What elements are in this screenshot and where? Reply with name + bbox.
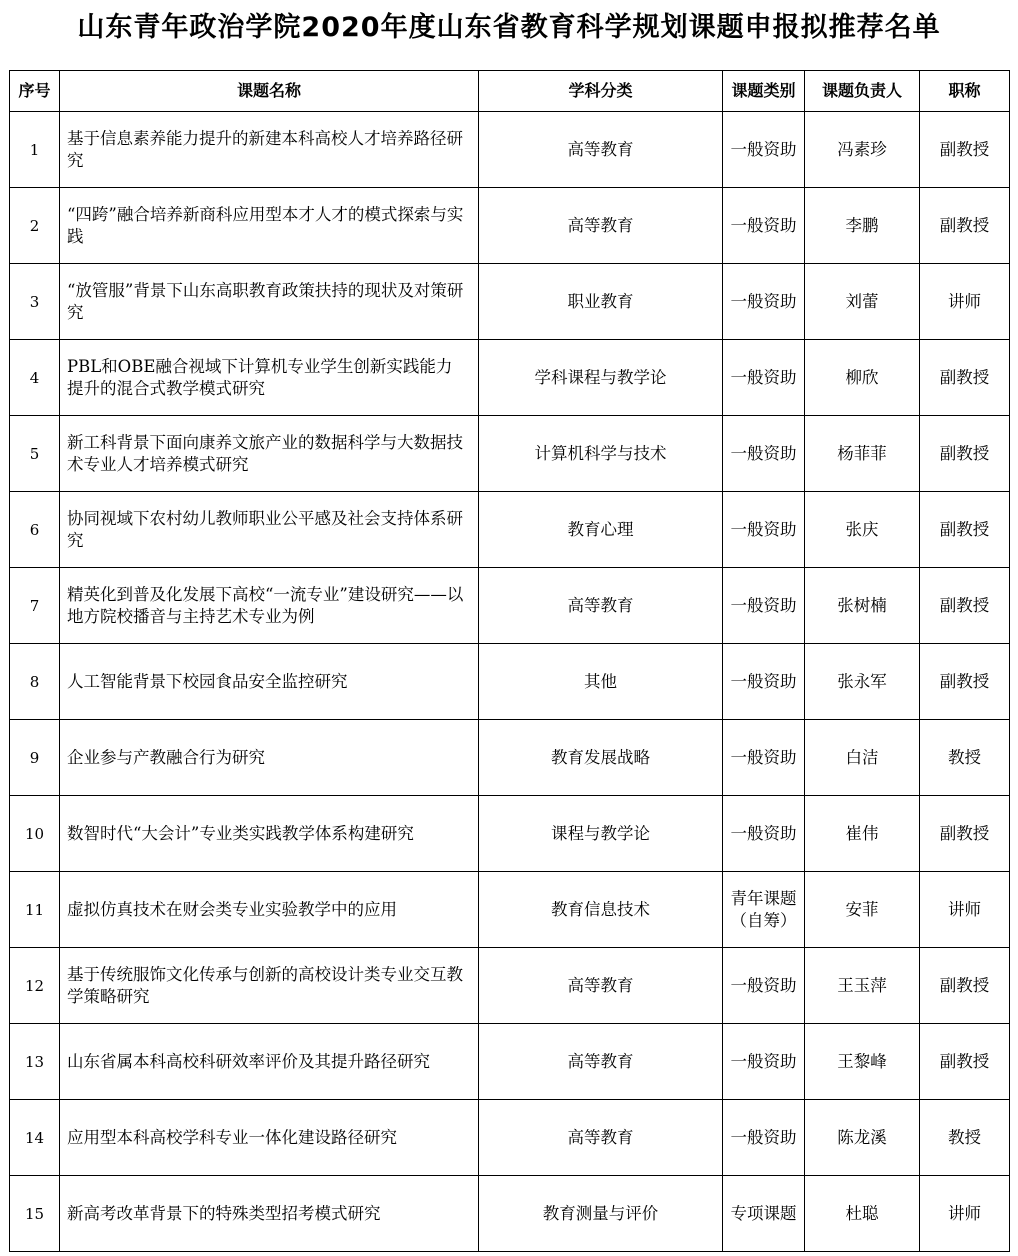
cell-leader: 杨菲菲: [805, 416, 920, 492]
cell-topic: 新工科背景下面向康养文旅产业的数据科学与大数据技术专业人才培养模式研究: [60, 416, 479, 492]
cell-topic: 虚拟仿真技术在财会类专业实验教学中的应用: [60, 872, 479, 948]
table-row: [10, 188, 1010, 264]
cell-seq: 9: [10, 720, 60, 796]
recommendation-table: [9, 70, 1010, 1252]
table-row: [10, 1024, 1010, 1100]
cell-seq: 3: [10, 264, 60, 340]
cell-seq: 7: [10, 568, 60, 644]
header-leader: 课题负责人: [805, 71, 920, 112]
cell-discipline: 职业教育: [479, 264, 723, 340]
cell-rank: 副教授: [920, 568, 1010, 644]
cell-leader: 崔伟: [805, 796, 920, 872]
table-row: [10, 720, 1010, 796]
cell-rank: 副教授: [920, 644, 1010, 720]
cell-seq: 14: [10, 1100, 60, 1176]
cell-rank: 副教授: [920, 340, 1010, 416]
cell-topic: “放管服”背景下山东高职教育政策扶持的现状及对策研究: [60, 264, 479, 340]
header-topic: 课题名称: [60, 71, 479, 112]
cell-discipline: 课程与教学论: [479, 796, 723, 872]
cell-category: 一般资助: [723, 188, 805, 264]
table-body: [10, 112, 1010, 1252]
cell-category: 一般资助: [723, 112, 805, 188]
cell-topic: 基于传统服饰文化传承与创新的高校设计类专业交互教学策略研究: [60, 948, 479, 1024]
header-category: 课题类别: [723, 71, 805, 112]
header-seq: 序号: [10, 71, 60, 112]
table-row: [10, 416, 1010, 492]
cell-leader: 杜聪: [805, 1176, 920, 1252]
cell-category: 一般资助: [723, 1100, 805, 1176]
cell-discipline: 高等教育: [479, 568, 723, 644]
cell-rank: 副教授: [920, 112, 1010, 188]
cell-rank: 讲师: [920, 264, 1010, 340]
table-row: [10, 112, 1010, 188]
table-row: [10, 1176, 1010, 1252]
cell-category: 一般资助: [723, 644, 805, 720]
cell-category: 青年课题（自筹）: [723, 872, 805, 948]
cell-topic: PBL和OBE融合视域下计算机专业学生创新实践能力提升的混合式教学模式研究: [60, 340, 479, 416]
cell-discipline: 教育信息技术: [479, 872, 723, 948]
cell-leader: 王黎峰: [805, 1024, 920, 1100]
cell-leader: 张永军: [805, 644, 920, 720]
cell-topic: 协同视域下农村幼儿教师职业公平感及社会支持体系研究: [60, 492, 479, 568]
cell-seq: 12: [10, 948, 60, 1024]
cell-category: 一般资助: [723, 264, 805, 340]
cell-leader: 陈龙溪: [805, 1100, 920, 1176]
cell-seq: 5: [10, 416, 60, 492]
cell-seq: 11: [10, 872, 60, 948]
cell-seq: 2: [10, 188, 60, 264]
cell-leader: 王玉萍: [805, 948, 920, 1024]
cell-topic: “四跨”融合培养新商科应用型本才人才的模式探索与实践: [60, 188, 479, 264]
cell-leader: 张树楠: [805, 568, 920, 644]
cell-rank: 副教授: [920, 492, 1010, 568]
cell-category: 专项课题: [723, 1176, 805, 1252]
cell-category: 一般资助: [723, 948, 805, 1024]
cell-topic: 企业参与产教融合行为研究: [60, 720, 479, 796]
cell-leader: 安菲: [805, 872, 920, 948]
header-row: [10, 71, 1010, 112]
cell-category: 一般资助: [723, 568, 805, 644]
cell-discipline: 高等教育: [479, 1024, 723, 1100]
cell-seq: 10: [10, 796, 60, 872]
cell-seq: 1: [10, 112, 60, 188]
cell-discipline: 其他: [479, 644, 723, 720]
cell-discipline: 计算机科学与技术: [479, 416, 723, 492]
cell-discipline: 学科课程与教学论: [479, 340, 723, 416]
cell-discipline: 高等教育: [479, 112, 723, 188]
cell-leader: 张庆: [805, 492, 920, 568]
table-header: [10, 71, 1010, 112]
cell-category: 一般资助: [723, 796, 805, 872]
cell-category: 一般资助: [723, 720, 805, 796]
cell-rank: 讲师: [920, 1176, 1010, 1252]
cell-seq: 6: [10, 492, 60, 568]
cell-rank: 副教授: [920, 796, 1010, 872]
cell-rank: 副教授: [920, 416, 1010, 492]
cell-seq: 13: [10, 1024, 60, 1100]
cell-rank: 副教授: [920, 188, 1010, 264]
table-row: [10, 492, 1010, 568]
document-title: 山东青年政治学院2020年度山东省教育科学规划课题申报拟推荐名单: [77, 12, 941, 43]
cell-discipline: 高等教育: [479, 1100, 723, 1176]
cell-rank: 副教授: [920, 948, 1010, 1024]
cell-category: 一般资助: [723, 1024, 805, 1100]
cell-discipline: 教育心理: [479, 492, 723, 568]
cell-category: 一般资助: [723, 492, 805, 568]
cell-leader: 刘蕾: [805, 264, 920, 340]
cell-rank: 教授: [920, 1100, 1010, 1176]
cell-rank: 教授: [920, 720, 1010, 796]
cell-seq: 4: [10, 340, 60, 416]
cell-discipline: 教育发展战略: [479, 720, 723, 796]
cell-topic: 新高考改革背景下的特殊类型招考模式研究: [60, 1176, 479, 1252]
cell-topic: 山东省属本科高校科研效率评价及其提升路径研究: [60, 1024, 479, 1100]
table-row: [10, 340, 1010, 416]
cell-topic: 精英化到普及化发展下高校“一流专业”建设研究——以地方院校播音与主持艺术专业为例: [60, 568, 479, 644]
table-row: [10, 872, 1010, 948]
cell-topic: 数智时代“大会计”专业类实践教学体系构建研究: [60, 796, 479, 872]
cell-category: 一般资助: [723, 340, 805, 416]
table-row: [10, 948, 1010, 1024]
cell-leader: 李鹏: [805, 188, 920, 264]
cell-discipline: 教育测量与评价: [479, 1176, 723, 1252]
cell-leader: 柳欣: [805, 340, 920, 416]
table-row: [10, 644, 1010, 720]
table-row: [10, 568, 1010, 644]
cell-topic: 应用型本科高校学科专业一体化建设路径研究: [60, 1100, 479, 1176]
cell-leader: 冯素珍: [805, 112, 920, 188]
cell-rank: 讲师: [920, 872, 1010, 948]
table-row: [10, 1100, 1010, 1176]
cell-topic: 基于信息素养能力提升的新建本科高校人才培养路径研究: [60, 112, 479, 188]
cell-rank: 副教授: [920, 1024, 1010, 1100]
header-rank: 职称: [920, 71, 1010, 112]
table-row: [10, 796, 1010, 872]
cell-topic: 人工智能背景下校园食品安全监控研究: [60, 644, 479, 720]
cell-discipline: 高等教育: [479, 948, 723, 1024]
header-discipline: 学科分类: [479, 71, 723, 112]
cell-leader: 白洁: [805, 720, 920, 796]
table-row: [10, 264, 1010, 340]
cell-category: 一般资助: [723, 416, 805, 492]
cell-seq: 15: [10, 1176, 60, 1252]
cell-discipline: 高等教育: [479, 188, 723, 264]
cell-seq: 8: [10, 644, 60, 720]
